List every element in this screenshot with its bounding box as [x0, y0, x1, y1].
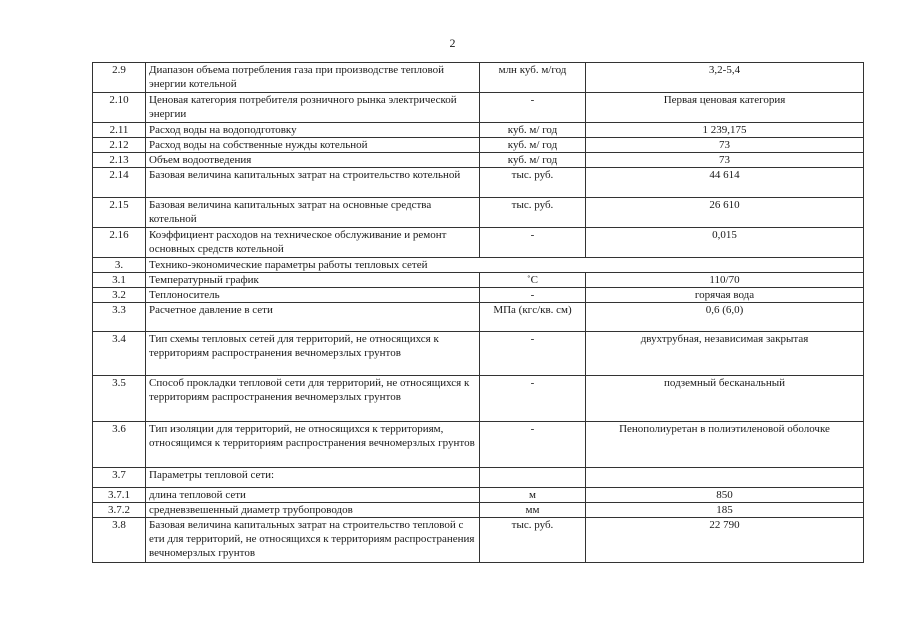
parameter-name: Базовая величина капитальных затрат на строительство котельной — [146, 168, 480, 198]
row-number: 2.16 — [93, 228, 146, 258]
row-number: 2.13 — [93, 153, 146, 168]
parameter-unit: - — [480, 288, 586, 303]
table-row — [93, 123, 864, 138]
table-row — [93, 288, 864, 303]
row-number: 3.7.2 — [93, 503, 146, 518]
parameter-name: Диапазон объема потребления газа при производстве тепловой энергии котельной — [146, 63, 480, 93]
parameter-name: Коэффициент расходов на техническое обслуживание и ремонт основных средств котельной — [146, 228, 480, 258]
row-number: 2.12 — [93, 138, 146, 153]
parameter-value: Первая ценовая категория — [586, 93, 864, 123]
row-number: 2.11 — [93, 123, 146, 138]
table-row — [93, 422, 864, 468]
parameter-name: Параметры тепловой сети: — [146, 468, 480, 488]
table-row — [93, 303, 864, 332]
parameter-unit: - — [480, 422, 586, 468]
row-number: 3.3 — [93, 303, 146, 332]
row-number: 3.1 — [93, 273, 146, 288]
parameter-unit: куб. м/ год — [480, 123, 586, 138]
parameter-value: 185 — [586, 503, 864, 518]
parameter-unit: МПа (кгс/кв. см) — [480, 303, 586, 332]
parameter-value: 22 790 — [586, 518, 864, 563]
table-row — [93, 488, 864, 503]
row-number: 3.4 — [93, 332, 146, 376]
row-number: 2.14 — [93, 168, 146, 198]
parameter-value: 26 610 — [586, 198, 864, 228]
parameter-value: 3,2-5,4 — [586, 63, 864, 93]
table-row — [93, 273, 864, 288]
parameter-unit: тыс. руб. — [480, 198, 586, 228]
parameter-unit: - — [480, 376, 586, 422]
parameter-unit: куб. м/ год — [480, 153, 586, 168]
parameter-unit: тыс. руб. — [480, 168, 586, 198]
row-number: 3.5 — [93, 376, 146, 422]
table-row — [93, 503, 864, 518]
parameter-unit: тыс. руб. — [480, 518, 586, 563]
parameter-unit: - — [480, 228, 586, 258]
parameter-unit: мм — [480, 503, 586, 518]
row-number: 2.10 — [93, 93, 146, 123]
parameter-value: 73 — [586, 153, 864, 168]
parameter-name: Температурный график — [146, 273, 480, 288]
parameter-name: Тип схемы тепловых сетей для территорий, не относящихся к территориям распространения вечномерзлых грунтов — [146, 332, 480, 376]
parameter-name: Расход воды на водоподготовку — [146, 123, 480, 138]
section-row — [93, 258, 864, 273]
parameter-value: подземный бесканальный — [586, 376, 864, 422]
row-number: 2.9 — [93, 63, 146, 93]
row-number: 3.6 — [93, 422, 146, 468]
parameter-value: двухтрубная, независимая закрытая — [586, 332, 864, 376]
parameter-name: длина тепловой сети — [146, 488, 480, 503]
table-row — [93, 168, 864, 198]
parameter-name: Теплоноситель — [146, 288, 480, 303]
parameter-name: Базовая величина капитальных затрат на строительство тепловой с ети для территорий, не относящихся к территориям распространения вечномерзлых грунтов — [146, 518, 480, 563]
row-number: 3.2 — [93, 288, 146, 303]
parameter-value: 73 — [586, 138, 864, 153]
parameter-unit: м — [480, 488, 586, 503]
table-row — [93, 518, 864, 563]
parameter-name: Способ прокладки тепловой сети для территорий, не относящихся к территориям распространения вечномерзлых грунтов — [146, 376, 480, 422]
parameter-name: средневзвешенный диаметр трубопроводов — [146, 503, 480, 518]
table-row — [93, 228, 864, 258]
parameter-name: Тип изоляции для территорий, не относящихся к территориям, относящимся к территориям распространения вечномерзлых грунтов — [146, 422, 480, 468]
parameter-value: 0,015 — [586, 228, 864, 258]
section-number: 3. — [93, 258, 146, 273]
parameter-value: 850 — [586, 488, 864, 503]
parameters-table-body — [93, 63, 864, 563]
parameter-unit: - — [480, 93, 586, 123]
row-number: 2.15 — [93, 198, 146, 228]
parameter-unit — [480, 468, 586, 488]
table-row — [93, 198, 864, 228]
parameter-value: 44 614 — [586, 168, 864, 198]
parameter-value — [586, 468, 864, 488]
parameter-unit: куб. м/ год — [480, 138, 586, 153]
parameter-name: Расход воды на собственные нужды котельной — [146, 138, 480, 153]
parameter-value: горячая вода — [586, 288, 864, 303]
row-number: 3.7 — [93, 468, 146, 488]
parameters-table — [92, 62, 864, 563]
table-row — [93, 153, 864, 168]
table-row — [93, 332, 864, 376]
parameter-name: Ценовая категория потребителя розничного рынка электрической энергии — [146, 93, 480, 123]
parameter-value: 0,6 (6,0) — [586, 303, 864, 332]
table-row — [93, 138, 864, 153]
parameter-value: Пенополиуретан в полиэтиленовой оболочке — [586, 422, 864, 468]
table-row — [93, 468, 864, 488]
row-number: 3.8 — [93, 518, 146, 563]
table-row — [93, 376, 864, 422]
parameter-name: Базовая величина капитальных затрат на основные средства котельной — [146, 198, 480, 228]
table-row — [93, 63, 864, 93]
parameter-value: 110/70 — [586, 273, 864, 288]
row-number: 3.7.1 — [93, 488, 146, 503]
parameter-name: Объем водоотведения — [146, 153, 480, 168]
table-row — [93, 93, 864, 123]
parameter-unit: млн куб. м/год — [480, 63, 586, 93]
parameter-value: 1 239,175 — [586, 123, 864, 138]
page-number: 2 — [449, 36, 456, 50]
section-title: Технико-экономические параметры работы тепловых сетей — [146, 258, 864, 273]
parameter-unit: ˚С — [480, 273, 586, 288]
parameter-unit: - — [480, 332, 586, 376]
parameter-name: Расчетное давление в сети — [146, 303, 480, 332]
